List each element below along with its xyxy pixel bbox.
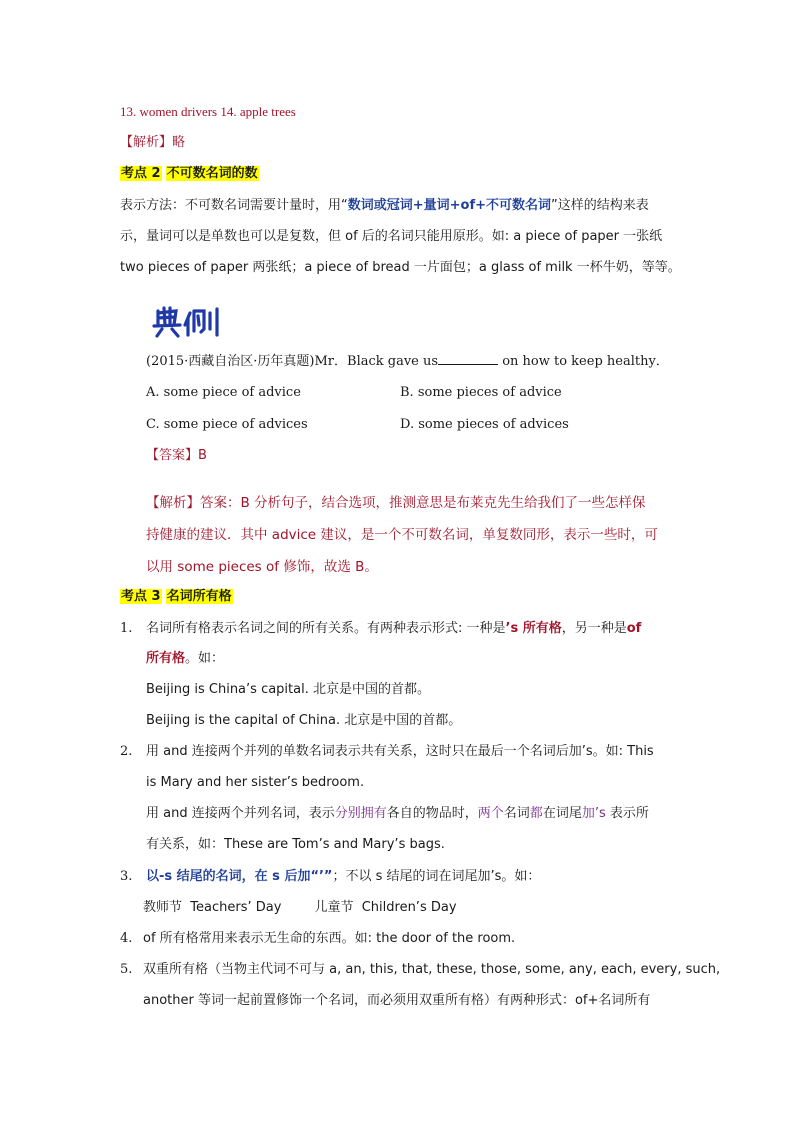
item3-text-b: ；不以 s 结尾的词在词尾加’s。如： (332, 869, 541, 884)
p2-text-c: ”这样的结构来表 (551, 198, 649, 213)
item1-s-possessive: ’s 所有格 (505, 621, 562, 636)
top-line: 13. women drivers 14. apple trees (120, 104, 296, 119)
item-number-4: 4. (120, 931, 133, 946)
item5-line2: another 等词一起前置修饰一个名词，而必须用双重所有格）有两种形式：of+名词所有 (143, 993, 651, 1008)
item2-separately: 分别拥有 (334, 806, 387, 821)
item2-text-i: 表示所 (605, 806, 649, 821)
p2-line2: 示，量词可以是单数也可以是复数，但 of 后的名词只能用原形。如: a piece of paper 一张纸 (120, 229, 663, 244)
item2-text-g: 在词尾 (542, 806, 582, 821)
item2-text-e: 名词 (503, 806, 530, 821)
item1-of-possessive: 所有格 (146, 651, 186, 666)
item1-text-c: ，另一种是 (561, 621, 627, 636)
item-number-5: 5. (120, 962, 133, 977)
question-blank[interactable] (438, 352, 498, 365)
point3-heading (120, 588, 233, 606)
item3-rule: 以-s 结尾的名词，在 s 后加“’” (146, 869, 333, 884)
item2-line3 (146, 805, 649, 823)
p2-text-a: 表示方法：不可数名词需要计量时，用“ (120, 198, 348, 213)
point3-title: 名词所有格 (166, 589, 232, 604)
item2-text-c: 各自的物品时， (386, 806, 478, 821)
item-number-3: 3. (120, 869, 133, 884)
item2-line2: is Mary and her sister’s bedroom. (146, 775, 365, 790)
item2-line1: 用 and 连接两个并列的单数名词表示共有关系，这时只在最后一个名词后加’s。如: This (146, 744, 654, 759)
item2-add-s: 加’s (581, 806, 606, 821)
item1-text-a: 名词所有格表示名词之间的所有关系。有两种表示形式: 一种是 (146, 621, 506, 636)
option-d[interactable]: D. some pieces of advices (400, 417, 569, 432)
analysis-label: 【解析】 (120, 135, 173, 150)
p2-line1 (120, 197, 649, 215)
item5-line1: 双重所有格（当物主代词不可与 a, an, this, that, these, those, some, any, each, every, such, (143, 962, 721, 977)
point2-title: 不可数名词的数 (166, 166, 258, 181)
question-text-a: (2015·西藏自治区·历年真题)Mr．Black gave us (146, 354, 439, 369)
p2-line3: two pieces of paper 两张纸；a piece of bread 一片面包；a glass of milk 一杯牛奶，等等。 (120, 260, 681, 275)
point3-label: 考点 3 (121, 589, 161, 604)
item3-line2: 教师节 Teachers’ Day 儿童节 Children’s Day (143, 900, 457, 915)
question (146, 352, 669, 371)
analysis2-line3: 以用 some pieces of 修饰，故选 B。 (146, 559, 378, 575)
p2-formula: 数词或冠词+量词+of+不可数名词 (347, 198, 552, 213)
point2-label: 考点 2 (121, 166, 161, 181)
example-stamp (150, 303, 228, 339)
analysis2-line1: 【解析】答案：B 分析句子，结合选项，推测意思是布莱克先生给我们了一些怎样保 (146, 495, 646, 511)
item1-example1: Beijing is China’s capital. 北京是中国的首都。 (146, 682, 430, 697)
analysis-line (120, 134, 185, 152)
item2-all: 都 (529, 806, 543, 821)
item-number-2: 2. (120, 744, 133, 759)
item1-of: of (626, 621, 642, 636)
item-number-1: 1. (120, 621, 133, 636)
item1-line1 (146, 620, 641, 638)
item2-line4: 有关系，如：These are Tom’s and Mary’s bags. (146, 837, 445, 852)
item2-two: 两个 (477, 806, 504, 821)
item2-text-a: 用 and 连接两个并列名词，表示 (146, 806, 335, 821)
item1-text-e: 。如： (185, 651, 225, 666)
analysis-text: 略 (172, 135, 186, 150)
option-a[interactable]: A. some piece of advice (146, 385, 301, 400)
item3-line1 (146, 868, 540, 886)
option-c[interactable]: C. some piece of advices (146, 417, 308, 432)
item1-line2 (146, 650, 224, 668)
item1-example2: Beijing is the capital of China. 北京是中国的首都。 (146, 713, 462, 728)
answer: 【答案】B (146, 448, 207, 463)
item4-line1: of 所有格常用来表示无生命的东西。如: the door of the room. (143, 931, 516, 946)
question-text-b: on how to keep healthy． (502, 354, 669, 369)
point2-heading (120, 165, 259, 183)
analysis2-line2: 持健康的建议．其中 advice 建议，是一个不可数名词，单复数同形，表示一些时，可 (146, 527, 658, 543)
option-b[interactable]: B. some pieces of advice (400, 385, 562, 400)
